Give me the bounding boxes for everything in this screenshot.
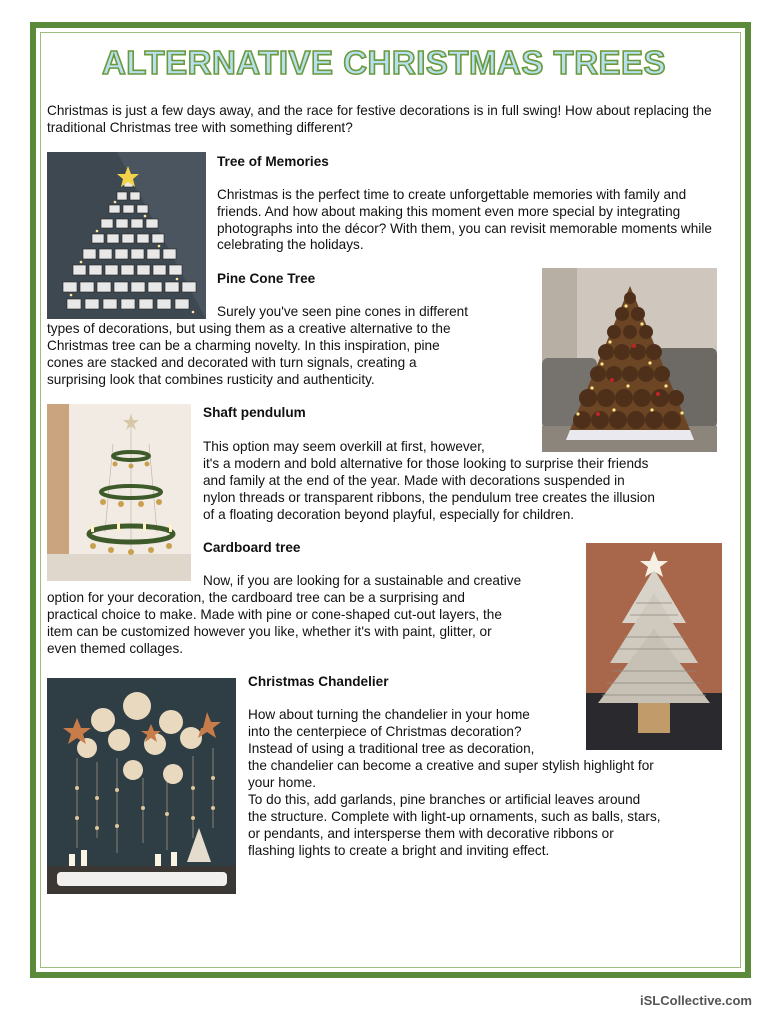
section-text-pendulum-line-1: This option may seem overkill at first, however,: [203, 439, 485, 454]
intro-paragraph: Christmas is just a few days away, and the race for festive decorations is in full swing! How about replacing the traditional Christmas tree with something different?: [47, 103, 712, 135]
section-text-cardboard-line-2: option for your decoration, the cardboard tree can be a surprising and: [47, 590, 465, 605]
section-text-cardboard-line-1: Now, if you are looking for a sustainable and creative: [203, 573, 522, 588]
section-text-pendulum-line-3: and family at the end of the year. Made with decorations suspended in: [203, 473, 625, 488]
section-text-chandelier-line-6: To do this, add garlands, pine branches or artificial leaves around: [248, 792, 641, 807]
section-text-chandelier-line-8: or pendants, and intersperse them with decorative ribbons or: [248, 826, 614, 841]
section-heading-chandelier: Christmas Chandelier: [248, 674, 389, 689]
section-text-chandelier-line-4: the chandelier can become a creative and super stylish highlight for: [248, 758, 654, 773]
section-heading-pendulum: Shaft pendulum: [203, 405, 306, 420]
section-text-pinecone-line-5: surprising look that combines rusticity and authenticity.: [47, 372, 375, 387]
tree-of-memories-image: [47, 152, 206, 319]
section-text-cardboard-line-4: item can be customized however you like, whether it's with paint, glitter, or: [47, 624, 492, 639]
section-text-chandelier-line-9: flashing lights to create a bright and inviting effect.: [248, 843, 550, 858]
section-text-pinecone-line-4: cones are stacked and decorated with turn signals, creating a: [47, 355, 417, 370]
section-heading-pinecone: Pine Cone Tree: [217, 271, 316, 286]
footer-watermark[interactable]: iSLCollective.com: [640, 993, 752, 1008]
section-text-pendulum-line-2: it's a modern and bold alternative for those looking to surprise their friends: [203, 456, 649, 471]
section-heading-cardboard: Cardboard tree: [203, 540, 301, 555]
section-text-pinecone-line-3: Christmas tree can be a charming novelty. In this inspiration, pine: [47, 338, 440, 353]
section-text-cardboard-line-5: even themed collages.: [47, 641, 184, 656]
cardboard-tree-image: [586, 543, 722, 750]
section-text-pendulum-line-4: nylon threads or transparent ribbons, the pendulum tree creates the illusion: [203, 490, 655, 505]
section-text-chandelier-line-2: into the centerpiece of Christmas decoration?: [248, 724, 522, 739]
section-text-chandelier-line-5: your home.: [248, 775, 317, 790]
section-text-chandelier-line-7: the structure. Complete with light-up ornaments, such as balls, stars,: [248, 809, 661, 824]
section-text-memories: Christmas is the perfect time to create unforgettable memories with family and friends. And how about making this moment even more special by integrating photographs into the décor? With them, you can revisit memorable moments while celebrating the holidays.: [217, 187, 712, 253]
section-text-pinecone-line-2: types of decorations, but using them as a creative alternative to the: [47, 321, 451, 336]
shaft-pendulum-image: [47, 404, 191, 581]
section-text-pendulum-line-5: of a floating decoration beyond playful, especially for children.: [203, 507, 575, 522]
christmas-chandelier-image: [47, 678, 236, 894]
section-text-chandelier-line-1: How about turning the chandelier in your home: [248, 707, 530, 722]
section-text-chandelier-line-3: Instead of using a traditional tree as decoration,: [248, 741, 535, 756]
section-heading-memories: Tree of Memories: [217, 154, 329, 169]
pine-cone-tree-image: [542, 268, 717, 452]
section-text-cardboard-line-3: practical choice to make. Made with pine or cone-shaped cut-out layers, the: [47, 607, 502, 622]
section-text-pinecone-line-1: Surely you've seen pine cones in different: [217, 304, 468, 319]
page-title: ALTERNATIVE CHRISTMAS TREES: [101, 44, 667, 81]
